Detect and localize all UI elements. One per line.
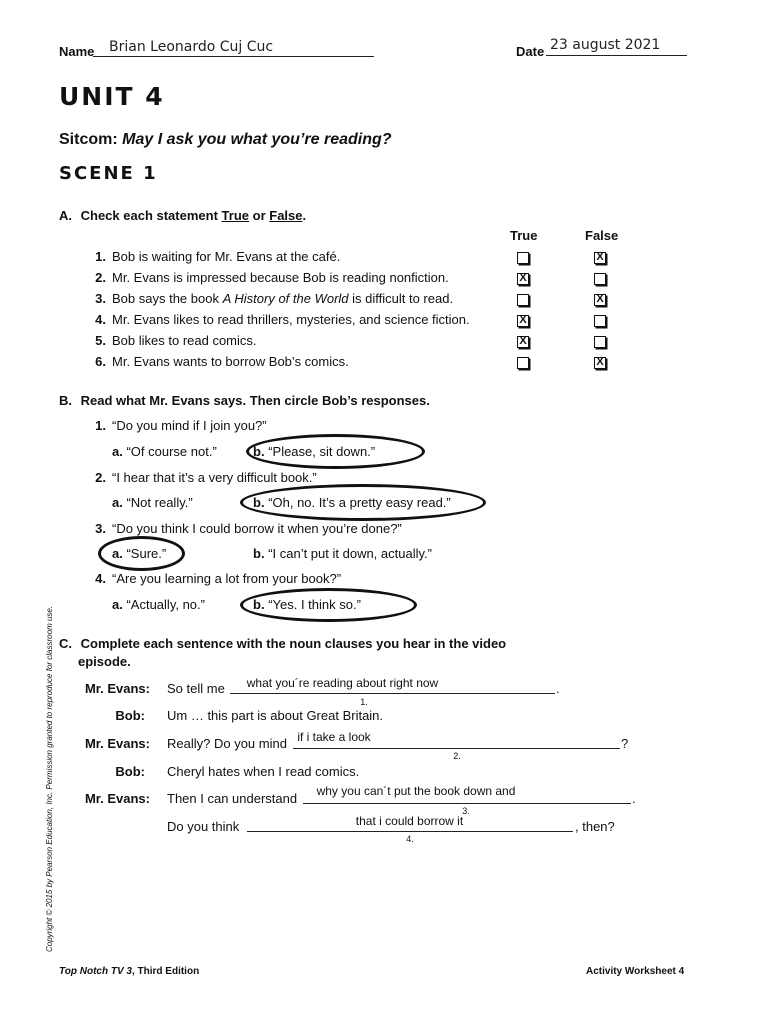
sentence-before: Really? Do you mind xyxy=(167,736,287,751)
option-text: “I can’t put it down, actually.” xyxy=(268,546,432,561)
answer-circle-2b xyxy=(240,484,486,521)
blank-number-1: 1. xyxy=(360,697,368,707)
blank-line-3 xyxy=(303,803,631,804)
speaker-label: Mr. Evans: xyxy=(84,736,150,751)
option-text: “Actually, no.” xyxy=(126,597,205,612)
section-c-text-line2: episode. xyxy=(78,654,131,669)
option-text: “Of course not.” xyxy=(126,444,217,459)
option-label: a. xyxy=(112,495,123,510)
option-text: “Please, sit down.” xyxy=(268,444,376,459)
section-a-period: . xyxy=(302,208,307,223)
date-underline xyxy=(546,55,687,56)
section-a-or-word: or xyxy=(252,208,266,223)
statement-number: 2. xyxy=(95,270,106,285)
sentence-before: So tell me xyxy=(167,681,225,696)
section-a-false-word: False xyxy=(269,208,303,223)
blank-number-4: 4. xyxy=(406,834,414,844)
checkbox-false-2[interactable] xyxy=(594,273,606,285)
answer-field-4[interactable]: that i could borrow it xyxy=(355,814,464,828)
question-text: “Do you think I could borrow it when you’re done?” xyxy=(112,521,402,536)
sentence-after: , then? xyxy=(575,819,615,834)
statement-book-title: A History of the World xyxy=(222,291,349,306)
question-number: 3. xyxy=(95,521,106,536)
sitcom-heading xyxy=(59,131,392,149)
checkbox-true-4[interactable]: X xyxy=(517,315,529,327)
statement-text-after: is difficult to read. xyxy=(348,291,454,306)
option-label: a. xyxy=(112,546,123,561)
question-text: “I hear that it’s a very difficult book.” xyxy=(112,470,317,485)
date-label: Date xyxy=(516,44,545,59)
checkbox-true-3[interactable] xyxy=(517,294,529,306)
answer-field-2[interactable]: if i take a look xyxy=(297,730,371,744)
speaker-label: Mr. Evans: xyxy=(84,681,150,696)
sentence-after: . xyxy=(632,791,636,806)
question-number: 2. xyxy=(95,470,106,485)
option-4a[interactable] xyxy=(112,597,205,612)
footer-edition: , Third Edition xyxy=(131,966,200,977)
blank-number-3: 3. xyxy=(462,806,470,816)
statement-text: Mr. Evans likes to read thrillers, mysteries, and science fiction. xyxy=(112,312,470,327)
answer-circle-3a xyxy=(98,536,185,571)
option-text: “Not really.” xyxy=(126,495,193,510)
blank-line-2 xyxy=(293,748,620,749)
statement-number: 6. xyxy=(95,354,106,369)
sentence-after: . xyxy=(556,681,560,696)
statement-text: Bob likes to read comics. xyxy=(112,333,257,348)
option-label: b. xyxy=(253,597,265,612)
option-label: b. xyxy=(253,495,265,510)
statement-3 xyxy=(88,291,453,306)
answer-circle-1b xyxy=(246,434,425,469)
sitcom-label: Sitcom: xyxy=(59,131,118,148)
option-text: “Oh, no. It’s a pretty easy read.” xyxy=(268,495,451,510)
col-true-header: True xyxy=(510,228,538,243)
option-text: “Sure.” xyxy=(126,546,167,561)
checkbox-true-2[interactable]: X xyxy=(517,273,529,285)
checkbox-true-5[interactable]: X xyxy=(517,336,529,348)
question-text: “Are you learning a lot from your book?” xyxy=(112,571,342,586)
statement-number: 4. xyxy=(95,312,106,327)
name-label: Name xyxy=(59,44,95,59)
section-b-letter: B. xyxy=(59,393,72,408)
statement-number: 5. xyxy=(95,333,106,348)
copyright-note: Copyright © 2015 by Pearson Education, Inc. Permission granted to reproduce for classroom use. xyxy=(45,605,54,952)
statement-text: Mr. Evans is impressed because Bob is reading nonfiction. xyxy=(112,270,449,285)
answer-field-1[interactable]: what you´re reading about right now xyxy=(246,676,439,690)
checkbox-false-4[interactable] xyxy=(594,315,606,327)
section-a-instruction xyxy=(59,208,306,223)
sentence-after: ? xyxy=(621,736,629,751)
section-c-instruction xyxy=(59,636,506,651)
question-4 xyxy=(88,571,341,586)
footer-book-title: Top Notch TV 3 xyxy=(59,966,132,977)
question-3 xyxy=(88,521,402,536)
footer-worksheet: Activity Worksheet 4 xyxy=(586,966,685,977)
section-a-true-word: True xyxy=(221,208,249,223)
checkbox-false-1[interactable]: X xyxy=(594,252,606,264)
answer-circle-4b xyxy=(240,588,417,622)
statement-text: Mr. Evans wants to borrow Bob’s comics. xyxy=(112,354,349,369)
statement-text-before: Bob says the book xyxy=(112,291,223,306)
option-text: “Yes. I think so.” xyxy=(268,597,361,612)
speaker-label: Bob: xyxy=(115,708,145,723)
statement-5 xyxy=(88,333,257,348)
footer-book xyxy=(59,966,199,977)
section-c-text-line1: Complete each sentence with the noun clauses you hear in the video xyxy=(80,636,507,651)
option-1a[interactable] xyxy=(112,444,217,459)
option-3b[interactable] xyxy=(253,546,432,561)
option-2a[interactable] xyxy=(112,495,193,510)
section-a-prefix: Check each statement xyxy=(80,208,218,223)
statement-number: 1. xyxy=(95,249,106,264)
sentence-before: Do you think xyxy=(167,819,240,834)
statement-2 xyxy=(88,270,449,285)
name-field[interactable]: Brian Leonardo Cuj Cuc xyxy=(109,39,274,55)
option-label: a. xyxy=(112,444,123,459)
question-text: “Do you mind if I join you?” xyxy=(112,418,267,433)
option-label: b. xyxy=(253,444,265,459)
question-number: 4. xyxy=(95,571,106,586)
sitcom-title: May I ask you what you’re reading? xyxy=(122,131,392,148)
answer-field-3[interactable]: why you can´t put the book down and xyxy=(316,784,516,798)
speaker-label: Bob: xyxy=(115,764,145,779)
date-field[interactable]: 23 august 2021 xyxy=(550,37,661,53)
statement-1 xyxy=(88,249,340,264)
statement-4 xyxy=(88,312,470,327)
blank-line-1 xyxy=(230,693,555,694)
checkbox-true-1[interactable] xyxy=(517,252,529,264)
sentence-text: Cheryl hates when I read comics. xyxy=(167,764,360,779)
unit-title: UNIT 4 xyxy=(59,82,165,111)
section-b-text: Read what Mr. Evans says. Then circle Bob’s responses. xyxy=(80,393,430,408)
section-c-letter: C. xyxy=(59,636,72,651)
scene-title: SCENE 1 xyxy=(59,163,158,184)
question-2 xyxy=(88,470,317,485)
question-number: 1. xyxy=(95,418,106,433)
statement-6 xyxy=(88,354,349,369)
col-false-header: False xyxy=(585,228,619,243)
sentence-text: Um … this part is about Great Britain. xyxy=(167,708,384,723)
option-label: b. xyxy=(253,546,265,561)
blank-number-2: 2. xyxy=(453,751,461,761)
checkbox-true-6[interactable] xyxy=(517,357,529,369)
option-label: a. xyxy=(112,597,123,612)
sentence-before: Then I can understand xyxy=(167,791,298,806)
section-a-letter: A. xyxy=(59,208,72,223)
question-1 xyxy=(88,418,267,433)
checkbox-false-6[interactable]: X xyxy=(594,357,606,369)
checkbox-false-3[interactable]: X xyxy=(594,294,606,306)
statement-number: 3. xyxy=(95,291,106,306)
section-b-instruction xyxy=(59,393,430,408)
checkbox-false-5[interactable] xyxy=(594,336,606,348)
name-underline xyxy=(93,56,374,57)
blank-line-4 xyxy=(247,831,573,832)
statement-text: Bob is waiting for Mr. Evans at the café. xyxy=(112,249,341,264)
speaker-label: Mr. Evans: xyxy=(84,791,150,806)
